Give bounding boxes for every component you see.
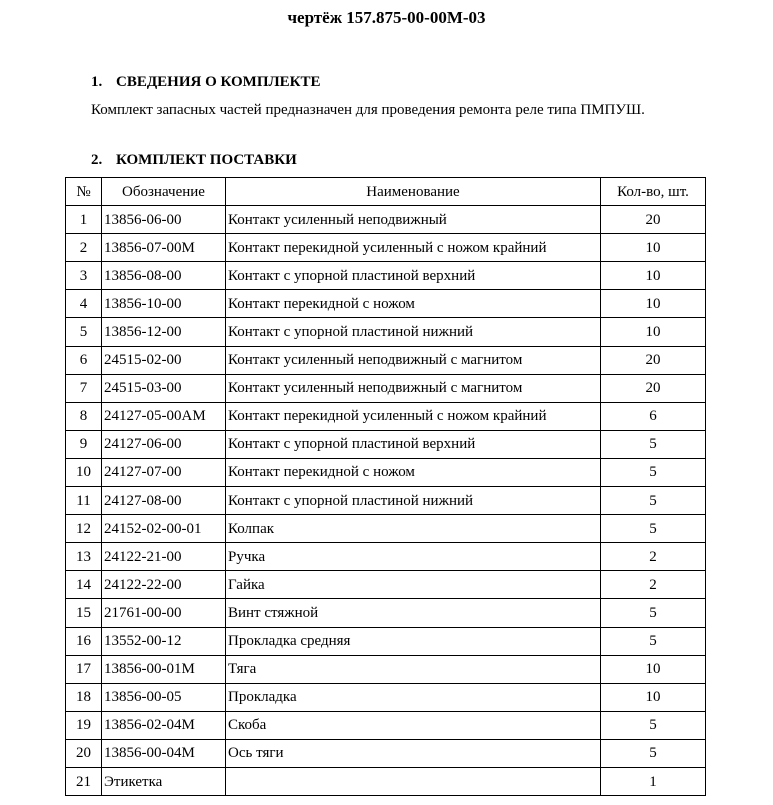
table-body <box>66 206 706 796</box>
row-designation: 13856-07-00М <box>102 234 226 262</box>
row-designation: 13856-10-00 <box>102 290 226 318</box>
table-row <box>66 487 706 515</box>
table-header-row <box>66 178 706 206</box>
row-quantity: 1 <box>601 767 706 795</box>
row-designation: 24127-08-00 <box>102 487 226 515</box>
row-name: Контакт с упорной пластиной нижний <box>226 318 601 346</box>
header-number: № <box>66 178 102 206</box>
row-designation: 21761-00-00 <box>102 599 226 627</box>
row-quantity: 10 <box>601 683 706 711</box>
row-designation: 13552-00-12 <box>102 627 226 655</box>
section-1-title: СВЕДЕНИЯ О КОМПЛЕКТЕ <box>116 74 321 90</box>
table-row <box>66 206 706 234</box>
row-number: 18 <box>66 683 102 711</box>
row-quantity: 2 <box>601 543 706 571</box>
row-designation: 24122-22-00 <box>102 571 226 599</box>
table-row <box>66 515 706 543</box>
row-quantity: 5 <box>601 458 706 486</box>
table-row <box>66 430 706 458</box>
section-1-heading <box>91 73 321 91</box>
header-name: Наименование <box>226 178 601 206</box>
row-designation: 24127-06-00 <box>102 430 226 458</box>
table-row <box>66 262 706 290</box>
row-number: 15 <box>66 599 102 627</box>
row-name: Контакт усиленный неподвижный с магнитом <box>226 374 601 402</box>
row-quantity: 5 <box>601 627 706 655</box>
table-row <box>66 711 706 739</box>
row-quantity: 5 <box>601 711 706 739</box>
row-quantity: 5 <box>601 599 706 627</box>
table-row <box>66 571 706 599</box>
row-number: 16 <box>66 627 102 655</box>
row-quantity: 20 <box>601 346 706 374</box>
table-row <box>66 739 706 767</box>
row-quantity: 10 <box>601 262 706 290</box>
row-quantity: 5 <box>601 487 706 515</box>
row-designation: 24127-07-00 <box>102 458 226 486</box>
table-row <box>66 290 706 318</box>
row-designation: Этикетка <box>102 767 226 795</box>
delivery-kit-table <box>65 177 706 796</box>
row-designation: 13856-02-04М <box>102 711 226 739</box>
row-quantity: 5 <box>601 430 706 458</box>
row-name: Контакт усиленный неподвижный <box>226 206 601 234</box>
row-quantity: 10 <box>601 290 706 318</box>
row-number: 8 <box>66 402 102 430</box>
table-row <box>66 318 706 346</box>
row-number: 21 <box>66 767 102 795</box>
row-number: 13 <box>66 543 102 571</box>
row-number: 19 <box>66 711 102 739</box>
section-2-title: КОМПЛЕКТ ПОСТАВКИ <box>116 152 297 168</box>
row-quantity: 20 <box>601 374 706 402</box>
row-name: Тяга <box>226 655 601 683</box>
section-2-number: 2. <box>91 152 103 168</box>
row-number: 14 <box>66 571 102 599</box>
row-designation: 24515-02-00 <box>102 346 226 374</box>
row-name: Ось тяги <box>226 739 601 767</box>
table-row <box>66 374 706 402</box>
row-number: 20 <box>66 739 102 767</box>
row-designation: 13856-12-00 <box>102 318 226 346</box>
row-designation: 13856-00-04М <box>102 739 226 767</box>
row-quantity: 10 <box>601 655 706 683</box>
table-row <box>66 627 706 655</box>
header-designation: Обозначение <box>102 178 226 206</box>
row-number: 6 <box>66 346 102 374</box>
row-quantity: 5 <box>601 739 706 767</box>
table-row <box>66 683 706 711</box>
table-row <box>66 543 706 571</box>
row-quantity: 10 <box>601 318 706 346</box>
row-designation: 24127-05-00АМ <box>102 402 226 430</box>
row-number: 7 <box>66 374 102 402</box>
row-number: 12 <box>66 515 102 543</box>
row-name: Контакт перекидной с ножом <box>226 290 601 318</box>
row-designation: 13856-06-00 <box>102 206 226 234</box>
row-designation: 13856-00-05 <box>102 683 226 711</box>
section-1-text: Комплект запасных частей предназначен для проведения ремонта реле типа ПМПУШ. <box>91 102 645 118</box>
table-row <box>66 402 706 430</box>
row-name: Винт стяжной <box>226 599 601 627</box>
row-quantity: 2 <box>601 571 706 599</box>
table-row <box>66 458 706 486</box>
row-designation: 24122-21-00 <box>102 543 226 571</box>
row-name: Прокладка средняя <box>226 627 601 655</box>
row-quantity: 10 <box>601 234 706 262</box>
row-designation: 13856-00-01М <box>102 655 226 683</box>
row-designation: 24152-02-00-01 <box>102 515 226 543</box>
row-name: Контакт перекидной усиленный с ножом крайний <box>226 234 601 262</box>
row-number: 17 <box>66 655 102 683</box>
row-name: Контакт усиленный неподвижный с магнитом <box>226 346 601 374</box>
row-name: Контакт с упорной пластиной нижний <box>226 487 601 515</box>
row-name: Скоба <box>226 711 601 739</box>
document-title: чертёж 157.875-00-00М-03 <box>287 8 486 27</box>
row-name: Гайка <box>226 571 601 599</box>
table-row <box>66 767 706 795</box>
row-number: 11 <box>66 487 102 515</box>
table-row <box>66 655 706 683</box>
row-quantity: 20 <box>601 206 706 234</box>
table-row <box>66 346 706 374</box>
row-quantity: 6 <box>601 402 706 430</box>
row-number: 9 <box>66 430 102 458</box>
row-number: 2 <box>66 234 102 262</box>
header-quantity: Кол-во, шт. <box>601 178 706 206</box>
row-number: 5 <box>66 318 102 346</box>
row-quantity: 5 <box>601 515 706 543</box>
table-row <box>66 599 706 627</box>
row-designation: 24515-03-00 <box>102 374 226 402</box>
row-designation: 13856-08-00 <box>102 262 226 290</box>
section-1-number: 1. <box>91 74 103 90</box>
row-number: 4 <box>66 290 102 318</box>
row-name: Контакт с упорной пластиной верхний <box>226 430 601 458</box>
row-name <box>226 767 601 795</box>
row-name: Ручка <box>226 543 601 571</box>
row-number: 3 <box>66 262 102 290</box>
row-name: Прокладка <box>226 683 601 711</box>
row-name: Контакт с упорной пластиной верхний <box>226 262 601 290</box>
row-name: Контакт перекидной усиленный с ножом крайний <box>226 402 601 430</box>
table-row <box>66 234 706 262</box>
section-2-heading <box>91 151 297 169</box>
row-name: Колпак <box>226 515 601 543</box>
row-number: 1 <box>66 206 102 234</box>
row-name: Контакт перекидной с ножом <box>226 458 601 486</box>
row-number: 10 <box>66 458 102 486</box>
